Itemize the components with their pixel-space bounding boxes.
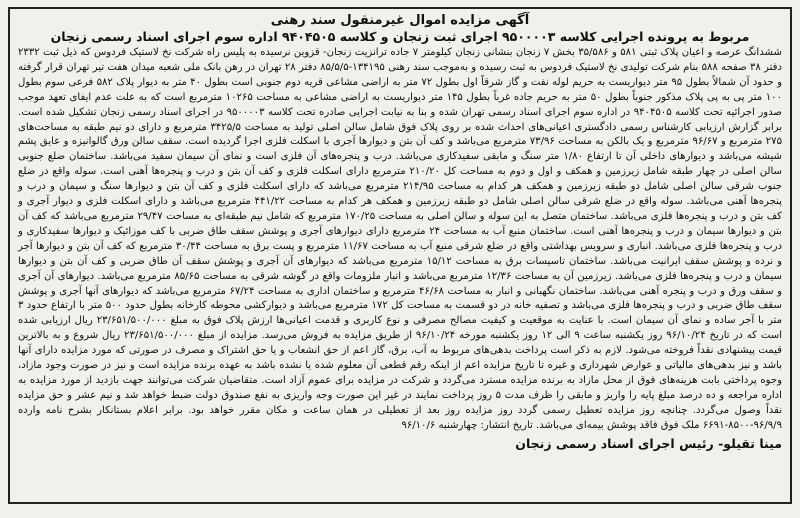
notice-signature: مینا تقیلو- رئیس اجرای اسناد رسمی زنجان <box>515 435 782 451</box>
notice-body: ششدانگ عرصه و اعیان پلاک ثبتی ۵۸۱ و ۳۵/۵۸۶ بخش ۷ زنجان بنشانی زنجان کیلومتر ۷ جاده ترانزیت زنجان- قزوین نرسیده به پلیس راه شرکت نخ لاستیک فردوس که ذیل ثبت ۲۳۳۲ دفتر ۳۸ صفحه ۵۸۸ بنام شرکت تولیدی نخ لاستیک فردوس به ثبت رسیده و به‌موجب سند رهنی ۱۳۴۱۹۵-۸۵/۵/۵ دفتر ۲۸ تهران در رهن بانک ملی شعبه میدان هفت تیر تهران قرار گرفته و حدود آن شمالاً بطول ۹۵ متر دیواریست به حریم لوله نفت و گاز شرقاً اول بطول ۷۲ متر به اراضی مشاعی قریه دوم جنوبی است بطول ۴۰ متر به دیوار پلاک ۵۸۲ فرعی سوم بطول ۱۰۰ متر پی به پی پلاک مذکور جنوباً بطول ۵۰ متر به حریم جاده غرباً بطول ۱۴۵ متر دیواریست به اراضی مشاعی به مساحت ۱۰۲۶۵ مترمربع است که به علت عدم ایفای تعهد موجب صدور اجرائیه تحت کلاسه ۹۴۰۴۵۰۵ در اداره سوم اجرای اسناد رسمی تهران شده و بنا به نیابت اجرایی صادره تحت کلاسه ۹۵۰۰۰۰۳ در اجرای اسناد رسمی زنجان تشکیل شده است. برابر گزارش ارزیابی کارشناس رسمی دادگستری اعیانی‌های احداث شده بر روی پلاک فوق شامل سالن اصلی تولید به مساحت ۳۴۲۵/۵ مترمربع و دارای دو نیم طبقه به مساحت‌های ۲۷۵ مترمربع و ۹۶/۶۷ مترمربع و یک بالکن به مساحت ۷۳/۹۶ مترمربع می‌باشد و کف آن بتن و دیوارها آجری با اسکلت فلزی اجرا گردیده است. سقف سالن ورق گالوانیزه و عایق پشم شیشه می‌باشد و دیوارهای داخلی آن تا ارتفاع ۱/۸۰ متر سنگ و مابقی سفیدکاری می‌باشد. درب و پنجره‌های آن فلزی است و نمای آن سیمان سفید می‌باشد. ساختمان ضلع جنوبی سالن اصلی در چهار طبقه شامل زیرزمین و همکف و اول و دوم به مساحت کل ۲۱۰/۲۰ مترمربع دارای اسکلت فلزی و کف آن بتن و درب و پنجره‌ها آهنی است. سوله واقع در ضلع جنوب شرقی سالن اصلی شامل دو طبقه زیرزمین و همکف هر کدام به مساحت ۲۱۴/۹۵ مترمربع می‌باشد که دارای اسکلت فلزی و کف آن بتن و دیوارها سنگ و سیمان و درب و پنجره‌ها آهنی می‌باشد. سوله واقع در ضلع شرقی سالن اصلی شامل دو طبقه زیرزمین و همکف هر کدام به مساحت ۴۴۱/۲۲ مترمربع می‌باشد و دارای اسکلت فلزی و دیوار آجری و کف بتن و درب و پنجره‌ها فلزی می‌باشد. ساختمان متصل به این سوله و سالن اصلی به مساحت ۱۷۰/۲۵ مترمربع که شامل نیم طبقه‌ای به مساحت ۲۹/۴۷ مترمربع می‌باشد که کف آن بتن و دیوارها سیمان و درب و پنجره‌ها آهنی است. ساختمان منبع آب به مساحت ۲۴ مترمربع دارای دیوارهای آجری و پوشش سقف طاق ضربی با کف موزائیک و دیوارها سفیدکاری و درب و پنجره‌ها فلزی می‌باشد. انباری و سرویس بهداشتی واقع در ضلع شرقی منبع آب به مساحت ۱۱/۶۷ مترمربع و پست برق به مساحت ۳۰/۴۴ مترمربع که کف آن بتن و دیوارها آجر و نرده و پوشش سقف ایرانیت می‌باشد. ساختمان تاسیسات برق به مساحت ۱۵/۱۲ مترمربع می‌باشد که دیوارهای آن آجری و پوشش سقف آن طاق ضربی و کف آن بتن و دیوارها سیمان و درب و پنجره‌ها فلزی می‌باشد. زیرزمین آن به مساحت ۱۲/۳۶ مترمربع می‌باشد و انبار ملزومات واقع در گوشه شرقی به مساحت ۸۵/۶۵ مترمربع می‌باشد. دیوارهای آن آجری و سقف ورق و درب و پنجره آهنی می‌باشد. ساختمان نگهبانی و انبار به مساحت ۴۶/۶۸ مترمربع و ساختمان اداری به مساحت ۶۷/۲۴ مترمربع می‌باشد که دیوارهای آنها آجری و پوشش سقف طاق ضربی و درب و پنجره‌ها فلزی می‌باشد و تصفیه خانه در دو قسمت به مساحت کل ۱۷۲ مترمربع می‌باشد و دیوارکشی محوطه کارخانه بطول حدود ۵۰۰ متر با ارتفاع حدود ۳ متر با آجر ساده و نمای آن سیمان است. با عنایت به موقعیت و کیفیت مصالح مصرفی و نوع کاربری و قدمت اعیانی‌ها ارزش پلاک فوق به مبلغ ۲۳/۶۵۱/۵۰۰/۰۰۰ ریال ارزیابی شده است که در تاریخ ۹۶/۱۰/۲۴ روز یکشنبه ساعت ۹ الی ۱۲ روز یکشنبه مورخه ۹۶/۱۰/۲۴ از طریق مزایده به فروش می‌رسد. مزایده از مبلغ ۲۳/۶۵۱/۵۰۰/۰۰۰ ریال شروع و به بالاترین قیمت پیشنهادی نقداً فروخته می‌شود. لازم به ذکر است پرداخت بدهی‌های مربوط به آب، برق، گاز اعم از حق انشعاب و یا حق اشتراک و مصرف در صورتی که مورد مزایده دارای آنها باشد و نیز بدهی‌های مالیاتی و عوارض شهرداری و غیره تا تاریخ مزایده اعم از اینکه رقم قطعی آن معلوم شده یا نشده باشد به عهده برنده مزایده است و نیز در صورت وجود مازاد، وجوه پرداختی بابت هزینه‌های فوق از محل مازاد به برنده مزایده مسترد می‌گردد و شرکت در مزایده برای عموم آزاد است. متقاضیان شرکت می‌توانند جهت بازدید از مورد مزایده به اداره مراجعه و ده درصد مبلغ پایه را واریز و مابقی را ظرف مدت ۵ روز پرداخت نمایند در غیر این صورت وجه واریزی به نفع صندوق دولت ضبط خواهد شد و نیم عشر و حق مزایده نقداً وصول می‌گردد. چنانچه روز مزایده تعطیل رسمی گردد روز مزایده روز بعد از تعطیلی در همان ساعت و مکان مقرر خواهد بود. برابر اعلام بستانکار بشرح نامه وارده ۹۶/۹/۹-۸۵۰۰-۶۶۹۱ ملک فوق فاقد پوشش بیمه‌ای می‌باشد. تاریخ انتشار: چهارشنبه ۹۶/۱۰/۶ <box>18 47 783 431</box>
auction-notice <box>8 7 792 504</box>
notice-title: آگهی مزایده اموال غیرمنقول سند رهنی <box>270 13 530 28</box>
notice-subtitle: مربوط به پرونده اجرایی کلاسه ۹۵۰۰۰۰۳ اجرای ثبت زنجان و کلاسه ۹۴۰۴۵۰۵ اداره سوم اجرای اسناد رسمی زنجان <box>50 29 750 44</box>
